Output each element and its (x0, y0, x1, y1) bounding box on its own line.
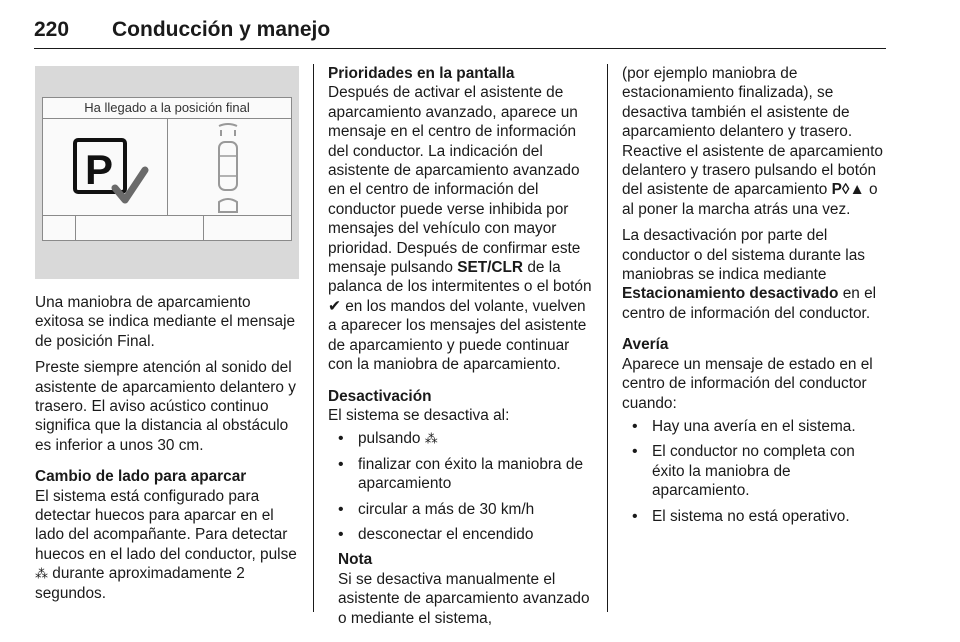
paragraph: Preste siempre atención al sonido del asistente de aparcamiento delantero y trasero. El aviso acústico continuo significa que la distancia al obstáculo es inferior a unos 30 cm. (35, 359, 296, 454)
section-heading: Desactivación (328, 387, 432, 405)
list-item: • Hay una avería en el sistema. (622, 417, 888, 436)
list-item: • desconectar el encendido (328, 525, 594, 544)
display-illustration (35, 66, 299, 279)
note-heading: Nota (338, 551, 373, 569)
paragraph: La desactivación por parte del conductor o del sistema durante las maniobras se indica mediante Estacionamiento desactivado en el centro de información del conductor. (622, 227, 877, 322)
page-header (34, 10, 886, 49)
list-item: • pulsando ⁂ (328, 429, 594, 448)
paragraph: El sistema está configurado para detectar huecos para aparcar en el lado del acompañante. Para detectar huecos en el lado del conductor, pulse ⁂ durante aproximadamente 2 segundos. (35, 487, 297, 602)
page-number: 220 (34, 18, 70, 41)
paragraph: Después de activar el asistente de aparcamiento avanzado, aparece un mensaje en el centro de información del conductor. La indicación del asistente de aparcamiento avanzado en el centro de información del conductor puede verse inhibida por mensajes del vehículo con mayor prioridad. Después de confirmar este mensaje pulsando SET/CLR de la palanca de los intermitentes o el botón ✔ en los mandos del volante, vuelven a aparecer los mensajes del asistente de aparcamiento y puede continuar con la maniobra de aparcamiento. (328, 84, 592, 374)
list-item: • circular a más de 30 km/h (328, 500, 594, 519)
screen-divider (203, 216, 204, 240)
screen-divider (167, 119, 168, 215)
screen-divider (43, 215, 291, 216)
paragraph: El sistema se desactiva al: (328, 406, 510, 424)
info-center-screen (42, 97, 292, 241)
section-heading: Avería (622, 336, 669, 354)
column-middle (328, 64, 594, 635)
note-box (338, 550, 594, 628)
parking-letter: P (85, 146, 114, 193)
bullet-list (328, 429, 594, 544)
note-continuation: (por ejemplo maniobra de estacionamiento finalizada), se desactiva también el asistente de aparcamiento delantero y trasero. Reactive el asistente de aparcamiento delantero y trasero pulsando el botón del asistente de aparcamiento P◊▲ o al poner la marcha atrás una vez. (622, 65, 883, 218)
note-text: Si se desactiva manualmente el asistente de aparcamiento avanzado o mediante el sistema, (338, 570, 590, 627)
screen-title: Ha llegado a la posición final (43, 98, 291, 119)
park-assist-icon: ⁂ (35, 566, 48, 582)
column-right (622, 64, 888, 532)
section-heading: Prioridades en la pantalla (328, 65, 515, 82)
bullet-list (622, 417, 888, 526)
column-divider (313, 64, 314, 612)
car-sensor-icon (213, 122, 243, 214)
section-heading: Cambio de lado para aparcar (35, 468, 247, 486)
chapter-title: Conducción y manejo (112, 18, 331, 41)
screen-divider (75, 216, 76, 240)
column-divider (607, 64, 608, 612)
checkmark-icon: ✔ (328, 297, 341, 315)
park-assist-button-icon: P◊▲ (831, 181, 865, 199)
list-item: • El conductor no completa con éxito la maniobra de aparcamiento. (622, 442, 888, 500)
list-item: • finalizar con éxito la maniobra de aparcamiento (328, 455, 594, 494)
paragraph: Una maniobra de aparcamiento exitosa se indica mediante el mensaje de posición Final. (35, 294, 296, 350)
column-left (35, 293, 301, 610)
park-assist-icon: ⁂ (424, 431, 438, 447)
list-item: • El sistema no está operativo. (622, 507, 888, 526)
parking-check-icon (71, 136, 151, 208)
paragraph: Aparece un mensaje de estado en el centro de información del conductor cuando: (622, 355, 873, 412)
